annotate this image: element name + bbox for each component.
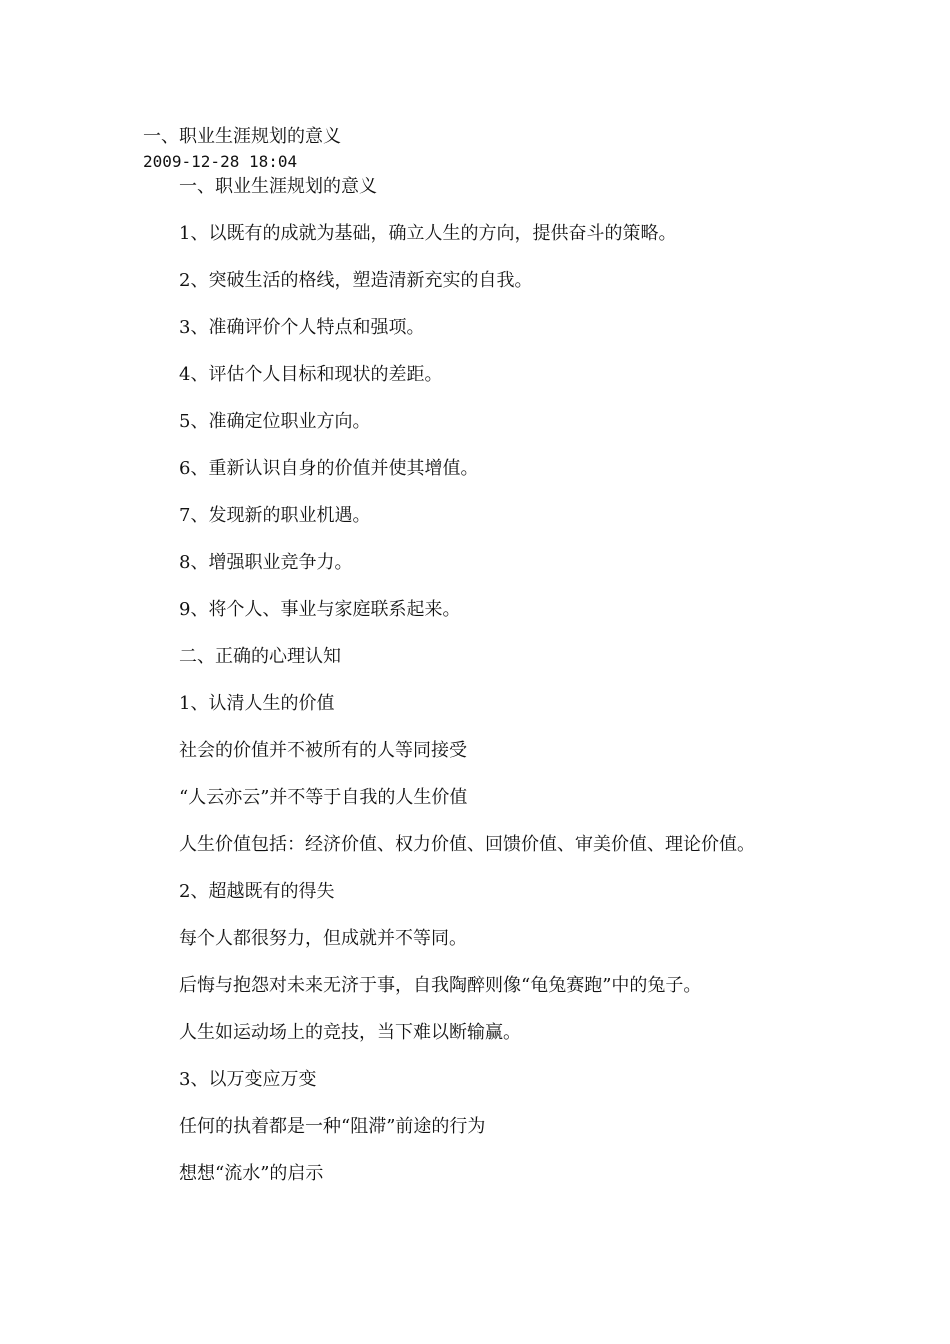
list-item: 4、评估个人目标和现状的差距。: [179, 364, 443, 385]
list-item: 1、以既有的成就为基础，确立人生的方向，提供奋斗的策略。: [179, 223, 677, 244]
list-item: 2、突破生活的格线，塑造清新充实的自我。: [179, 270, 533, 291]
document-date: 2009-12-28 18:04: [143, 152, 298, 171]
subsection-heading: 1、认清人生的价值: [179, 693, 335, 714]
subsection-heading: 3、以万变应万变: [179, 1069, 317, 1090]
paragraph: 后悔与抱怨对未来无济于事，自我陶醉则像“龟兔赛跑”中的兔子。: [179, 975, 702, 996]
paragraph: “人云亦云”并不等于自我的人生价值: [179, 787, 468, 808]
paragraph: 每个人都很努力，但成就并不等同。: [179, 928, 467, 949]
paragraph: 任何的执着都是一种“阻滞”前途的行为: [179, 1116, 486, 1137]
section-heading: 二、正确的心理认知: [179, 646, 341, 667]
document-body: [179, 174, 919, 1208]
list-item: 5、准确定位职业方向。: [179, 411, 371, 432]
list-item: 3、准确评价个人特点和强项。: [179, 317, 425, 338]
paragraph: 社会的价值并不被所有的人等同接受: [179, 740, 467, 761]
paragraph: 想想“流水”的启示: [179, 1163, 324, 1184]
list-item: 9、将个人、事业与家庭联系起来。: [179, 599, 461, 620]
document-title: 一、职业生涯规划的意义: [143, 126, 341, 147]
section-heading: 一、职业生涯规划的意义: [179, 176, 377, 197]
document-header: [143, 124, 341, 174]
subsection-heading: 2、超越既有的得失: [179, 881, 335, 902]
list-item: 7、发现新的职业机遇。: [179, 505, 371, 526]
list-item: 6、重新认识自身的价值并使其增值。: [179, 458, 479, 479]
list-item: 8、增强职业竞争力。: [179, 552, 353, 573]
paragraph: 人生价值包括：经济价值、权力价值、回馈价值、审美价值、理论价值。: [179, 834, 755, 855]
paragraph: 人生如运动场上的竞技，当下难以断输赢。: [179, 1022, 521, 1043]
